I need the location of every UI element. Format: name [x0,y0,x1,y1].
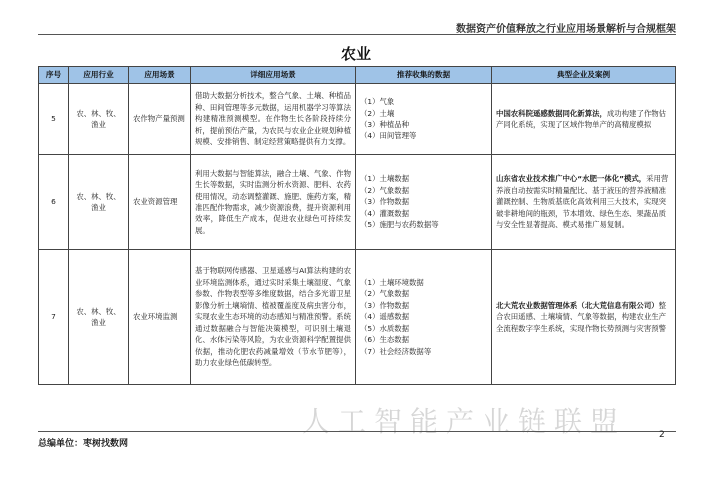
industry-cell: 农、林、牧、渔业 [69,84,129,155]
scenario-cell: 农作物产量预测 [129,84,191,155]
case-description: 采用营养液自动按需实时精量配比、基于液压的营养液精准灌溉控制、生物质基底化高效利用三大技术，实现突破非耕地间的瓶颈，节本增效、绿色生态、果蔬品质与安全性显著提高、模式易推广易复制。 [496,174,669,230]
detail-cell: 借助大数据分析技术，整合气象、土壤、种植品种、田间管理等多元数据，运用机器学习等算法构建精准预测模型。在作物生长各阶段持续分析，提前预估产量，为农民与农业企业规划种植规模、安排销售、制定经营策略提供有力支撑。 [191,84,356,155]
table-row [39,84,676,155]
table-header-row [39,67,676,84]
section-title: 农业 [340,45,371,63]
table-row [39,155,676,250]
case-description: 成功构建了作物估产同化系统，实现了区域作物单产的高精度模拟 [496,108,667,129]
row-number: 5 [39,84,69,155]
industry-cell: 农、林、牧、渔业 [69,155,129,250]
list-item: （1）土壤数据 [360,174,410,184]
watermark-text: 人工智能产业链联盟 [302,405,627,438]
detail-cell: 基于物联网传感器、卫星遥感与AI算法构建的农业环境监测体系，通过实时采集土壤湿度、气象参数、作物表型等多维度数据，结合多光谱卫星影像分析土壤墒情、植被覆盖度及病虫害分布，实现农业生态环境的动态感知与精准预警。系统通过数据融合与智能决策模型，可识别土壤退化、水体污染等风险，为农业资源科学配置提供依据，推动化肥农药减量增效（节水节肥等），助力农业绿色低碳转型。 [191,250,356,385]
page-number: 2 [659,430,665,440]
table-row [39,250,676,385]
list-item: （5）施肥与农药数据等 [360,220,439,230]
document-header-title: 数据资产价值释放之行业应用场景解析与合规框架 [456,24,676,35]
list-item: （5）水质数据 [360,323,410,333]
list-item: （4）灌溉数据 [360,208,410,218]
list-item: （1）土壤环境数据 [360,277,424,287]
data-list-cell [356,84,492,155]
recommended-data-list [360,173,487,230]
header-divider [38,34,676,35]
list-item: （2）土壤 [360,108,395,118]
case-cell [492,155,676,250]
column-header-no: 序号 [39,67,69,84]
case-company-name: 中国农科院遥感数据同化新算法， [496,108,607,118]
list-item: （4）遥感数据 [360,312,410,322]
data-list-cell [356,250,492,385]
list-item: （3）作物数据 [360,197,410,207]
case-company-name: 山东省农业技术推广中心“水肥一体化”模式， [496,174,647,184]
column-header-industry: 应用行业 [69,67,129,84]
list-item: （7）社会经济数据等 [360,346,432,356]
scenario-cell: 农业资源管理 [129,155,191,250]
scenario-cell: 农业环境监测 [129,250,191,385]
list-item: （2）气象数据 [360,185,410,195]
list-item: （4）田间管理等 [360,131,417,141]
footer-editor: 总编单位：枣树找数网 [38,439,129,449]
case-description: 整合农田遥感、土壤墒情、气象等数据，构建农业生产全流程数字孪生系统，实现作物长势预测与灾害预警 [496,300,667,333]
column-header-data: 推荐收集的数据 [356,67,492,84]
row-number: 6 [39,155,69,250]
column-header-scenario: 应用场景 [129,67,191,84]
row-number: 7 [39,250,69,385]
recommended-data-list [360,96,487,142]
recommended-data-list [360,277,487,357]
column-header-detail: 详细应用场景 [191,67,356,84]
data-list-cell [356,155,492,250]
detail-cell: 利用大数据与智能算法，融合土壤、气象、作物生长等数据，实时监测分析水资源、肥料、农药使用情况，动态调整灌溉、施肥、施药方案，精准匹配作物需求，减少资源浪费，提升资源利用效率，降低生产成本，促进农业绿色可持续发展。 [191,155,356,250]
case-cell [492,250,676,385]
list-item: （3）作物数据 [360,300,410,310]
industry-cell: 农、林、牧、渔业 [69,250,129,385]
application-scenario-table [38,66,676,385]
list-item: （3）种植品种 [360,120,410,129]
case-company-name: 北大荒农业数据管理体系（北大荒信息有限公司） [496,300,659,310]
case-cell [492,84,676,155]
footer-divider [38,431,676,432]
column-header-cases: 典型企业及案例 [492,67,676,84]
list-item: （6）生态数据 [360,335,410,345]
list-item: （1）气象 [360,97,395,107]
list-item: （2）气象数据 [360,289,410,299]
